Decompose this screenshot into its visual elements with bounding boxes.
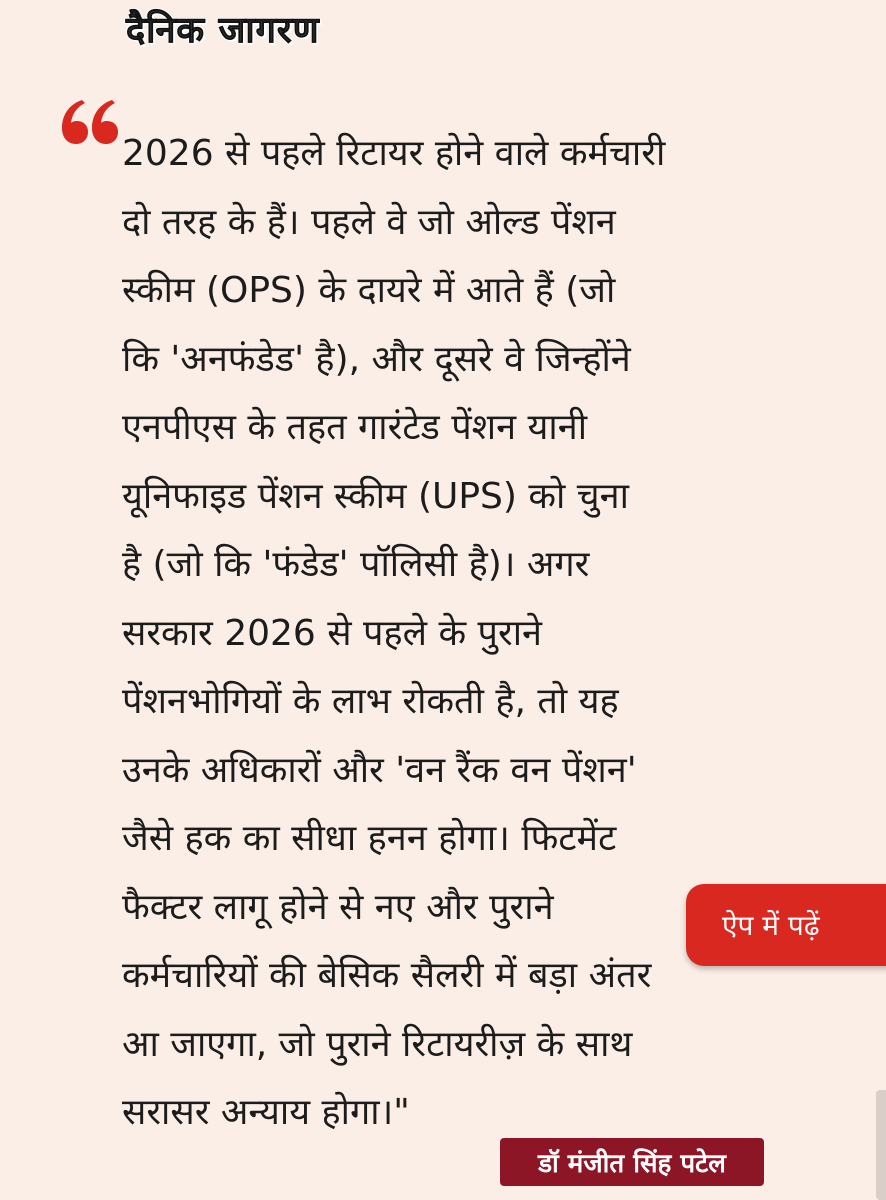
quote-line: स्कीम (OPS) के दायरे में आते हैं (जो [122, 270, 616, 311]
read-in-app-button[interactable] [686, 884, 886, 966]
quote-line: एनपीएस के तहत गारंटेड पेंशन यानी [122, 407, 588, 448]
quote-line: उनके अधिकारों और 'वन रैंक वन पेंशन' [122, 749, 637, 791]
quote-text [122, 120, 802, 1148]
author-badge [500, 1138, 764, 1186]
masthead-logo: दैनिक जागरण [126, 10, 320, 51]
author-name: डॉ मंजीत सिंह पटेल [538, 1149, 726, 1179]
quote-line: सरकार 2026 से पहले के पुराने [122, 612, 543, 654]
quote-line: जैसे हक का सीधा हनन होगा। फिटमेंट [122, 818, 617, 859]
quote-line: फैक्टर लागू होने से नए और पुराने [122, 886, 554, 928]
scrollbar[interactable] [876, 1090, 886, 1200]
quote-line: कि 'अनफंडेड' है), और दूसरे वे जिन्होंने [122, 338, 631, 380]
quote-line: पेंशनभोगियों के लाभ रोकती है, तो यह [122, 681, 619, 722]
quote-line: है (जो कि 'फंडेड' पॉलिसी है)। अगर [122, 544, 590, 585]
quote-open-icon [54, 82, 120, 158]
read-in-app-label: ऐप में पढ़ें [722, 909, 820, 942]
quote-line: 2026 से पहले रिटायर होने वाले कर्मचारी [122, 133, 666, 174]
quote-line: दो तरह के हैं। पहले वे जो ओल्ड पेंशन [122, 201, 616, 243]
quote-line: आ जाएगा, जो पुराने रिटायरीज़ के साथ [122, 1023, 633, 1065]
quote-line: यूनिफाइड पेंशन स्कीम (UPS) को चुना [122, 475, 629, 517]
quote-line: कर्मचारियों की बेसिक सैलरी में बड़ा अंतर [122, 955, 652, 996]
quote-line: सरासर अन्याय होगा।" [122, 1092, 410, 1133]
